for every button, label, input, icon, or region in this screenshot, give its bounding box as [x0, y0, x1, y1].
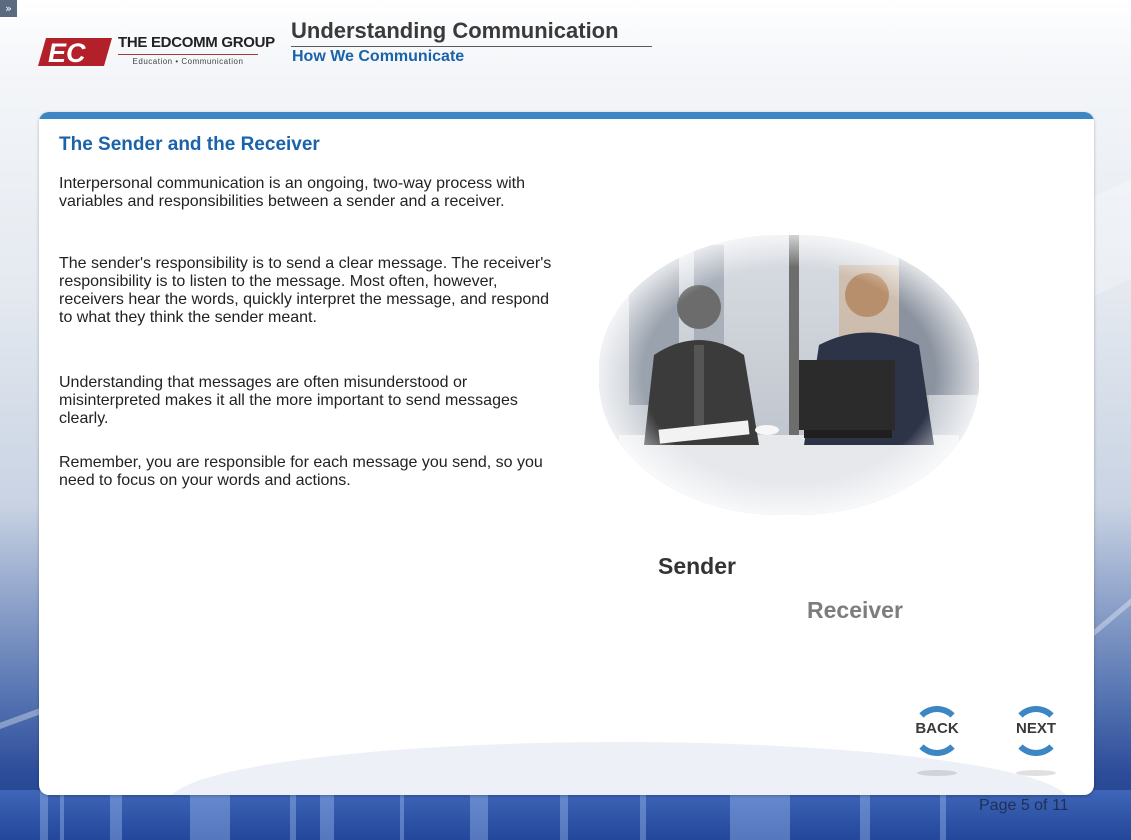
next-button-label: NEXT: [1008, 720, 1064, 738]
content-panel: [39, 112, 1094, 795]
ec-logo-icon: [38, 34, 114, 70]
sender-receiver-photo: [599, 235, 979, 515]
back-button-shadow: [917, 770, 957, 776]
paragraph-1: Interpersonal communication is an ongoing, two-way process with variables and responsibilities between a sender and a receiver.: [59, 175, 526, 210]
paragraph-3: Understanding that messages are often misunderstood or misinterpreted makes it all the more important to send messages clearly.: [59, 374, 518, 427]
course-subtitle: How We Communicate: [292, 48, 465, 65]
paragraph-2: The sender's responsibility is to send a clear message. The receiver's responsibility is to listen to the message. Most often, however, receivers hear the words, quickly interpret the message, and respond to what they think the sender meant.: [59, 255, 552, 326]
logo-letters: EC: [48, 38, 86, 68]
company-logo: [38, 32, 275, 72]
next-button[interactable]: [1008, 703, 1064, 759]
panel-top-bar: [39, 112, 1094, 119]
next-button-shadow: [1016, 770, 1056, 776]
back-button[interactable]: [909, 703, 965, 759]
course-title: Understanding Communication: [291, 18, 652, 47]
double-chevron-right-icon: »: [5, 2, 12, 15]
company-tagline: Education • Communication: [118, 54, 258, 66]
section-title: The Sender and the Receiver: [59, 134, 320, 155]
page-counter: Page 5 of 11: [979, 797, 1069, 814]
back-button-label: BACK: [909, 720, 965, 738]
menu-toggle-button[interactable]: [0, 0, 17, 17]
paragraph-4: Remember, you are responsible for each message you send, so you need to focus on your words and actions.: [59, 454, 543, 489]
company-name: THE EDCOMM GROUP: [118, 34, 275, 51]
background-stripes: [0, 790, 1131, 840]
receiver-label: Receiver: [807, 597, 903, 623]
sender-label: Sender: [658, 553, 736, 579]
